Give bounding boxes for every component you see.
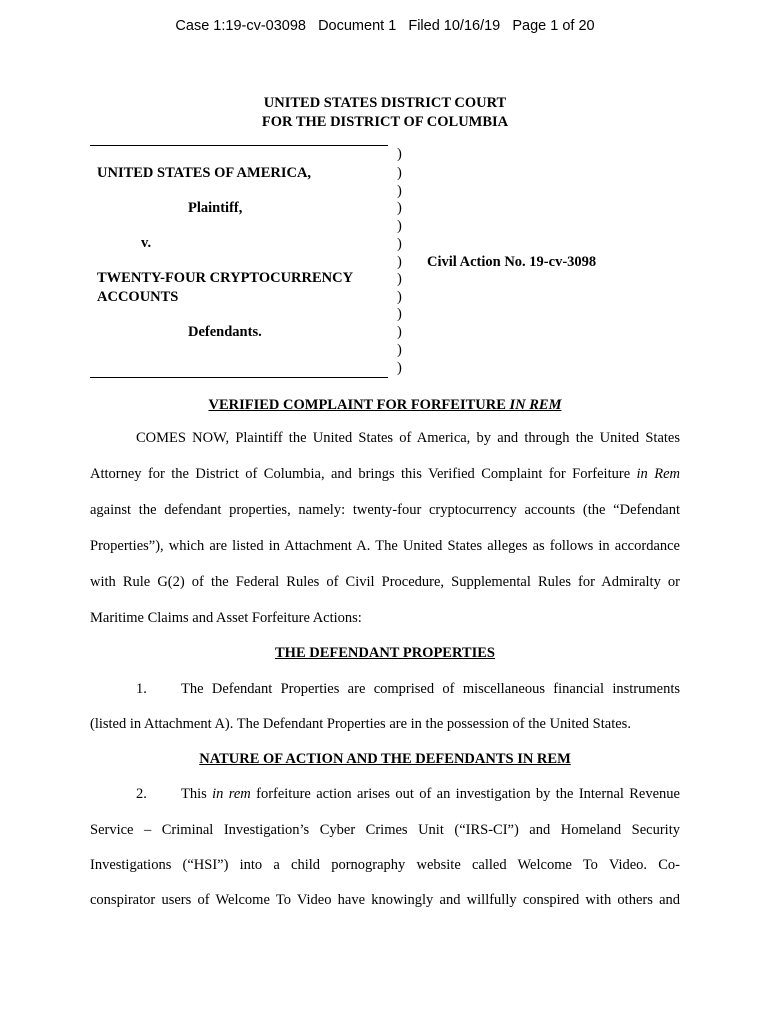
court-name-line2: FOR THE DISTRICT OF COLUMBIA bbox=[261, 114, 509, 130]
body-line: against the defendant properties, namely: twenty-four cryptocurrency accounts (the “Defendant bbox=[90, 502, 680, 518]
caption-paren: ) bbox=[397, 200, 402, 216]
body-line: COMES NOW, Plaintiff the United States of America, by and through the United States bbox=[136, 430, 680, 446]
caption-paren: ) bbox=[397, 146, 402, 162]
caption-paren: ) bbox=[397, 254, 402, 270]
body-line: (listed in Attachment A). The Defendant Properties are in the possession of the United States. bbox=[90, 716, 631, 732]
court-name-line1: UNITED STATES DISTRICT COURT bbox=[263, 95, 507, 111]
section-heading-defendant-properties: THE DEFENDANT PROPERTIES bbox=[275, 645, 495, 661]
caption-paren: ) bbox=[397, 324, 402, 340]
section-heading-nature-of-action: NATURE OF ACTION AND THE DEFENDANTS IN REM bbox=[199, 751, 571, 767]
defendant-name-line1: TWENTY-FOUR CRYPTOCURRENCY bbox=[97, 270, 354, 286]
body-text: Attorney for the District of Columbia, and brings this Verified Complaint for Forfeiture bbox=[90, 466, 637, 482]
caption-top-rule bbox=[90, 145, 388, 146]
plaintiff-role: Plaintiff, bbox=[188, 200, 243, 216]
body-line bbox=[90, 466, 680, 483]
complaint-title-italic: IN REM bbox=[509, 397, 562, 413]
caption-paren: ) bbox=[397, 183, 402, 199]
body-line: with Rule G(2) of the Federal Rules of Civil Procedure, Supplemental Rules for Admiralty or bbox=[90, 574, 680, 590]
caption-paren: ) bbox=[397, 342, 402, 358]
complaint-title-main: VERIFIED COMPLAINT FOR FORFEITURE bbox=[208, 397, 510, 413]
caption-paren: ) bbox=[397, 271, 402, 287]
caption-bottom-rule bbox=[90, 377, 388, 378]
case-header: Case 1:19-cv-03098 Document 1 Filed 10/16/19 Page 1 of 20 bbox=[175, 18, 595, 34]
body-italic: in Rem bbox=[636, 466, 680, 482]
body-line: Service – Criminal Investigation’s Cyber Crimes Unit (“IRS-CI”) and Homeland Security bbox=[90, 822, 680, 838]
complaint-title bbox=[0, 397, 770, 414]
civil-action-number: Civil Action No. 19-cv-3098 bbox=[427, 254, 597, 270]
body-italic: in rem bbox=[212, 786, 251, 802]
versus: v. bbox=[141, 235, 152, 251]
caption-paren: ) bbox=[397, 306, 402, 322]
caption-paren: ) bbox=[397, 289, 402, 305]
body-line: conspirator users of Welcome To Video have knowingly and willfully conspired with others and bbox=[90, 892, 680, 908]
plaintiff-name: UNITED STATES OF AMERICA, bbox=[97, 165, 312, 181]
caption-paren: ) bbox=[397, 236, 402, 252]
body-line: Investigations (“HSI”) into a child pornography website called Welcome To Video. Co- bbox=[90, 857, 680, 873]
body-line bbox=[181, 786, 680, 803]
caption-paren: ) bbox=[397, 218, 402, 234]
body-text: This bbox=[181, 786, 213, 802]
body-line: The Defendant Properties are comprised of miscellaneous financial instruments bbox=[181, 681, 680, 697]
body-line: Properties”), which are listed in Attachment A. The United States alleges as follows in accordance bbox=[90, 538, 680, 554]
body-line: Maritime Claims and Asset Forfeiture Actions: bbox=[90, 610, 362, 626]
defendant-name-line2: ACCOUNTS bbox=[97, 289, 179, 305]
paragraph-number: 1. bbox=[136, 681, 147, 697]
caption-paren: ) bbox=[397, 165, 402, 181]
body-text: forfeiture action arises out of an investigation by the Internal Revenue bbox=[250, 786, 680, 802]
caption-paren: ) bbox=[397, 360, 402, 376]
paragraph-number: 2. bbox=[136, 786, 147, 802]
defendant-role: Defendants. bbox=[188, 324, 262, 340]
